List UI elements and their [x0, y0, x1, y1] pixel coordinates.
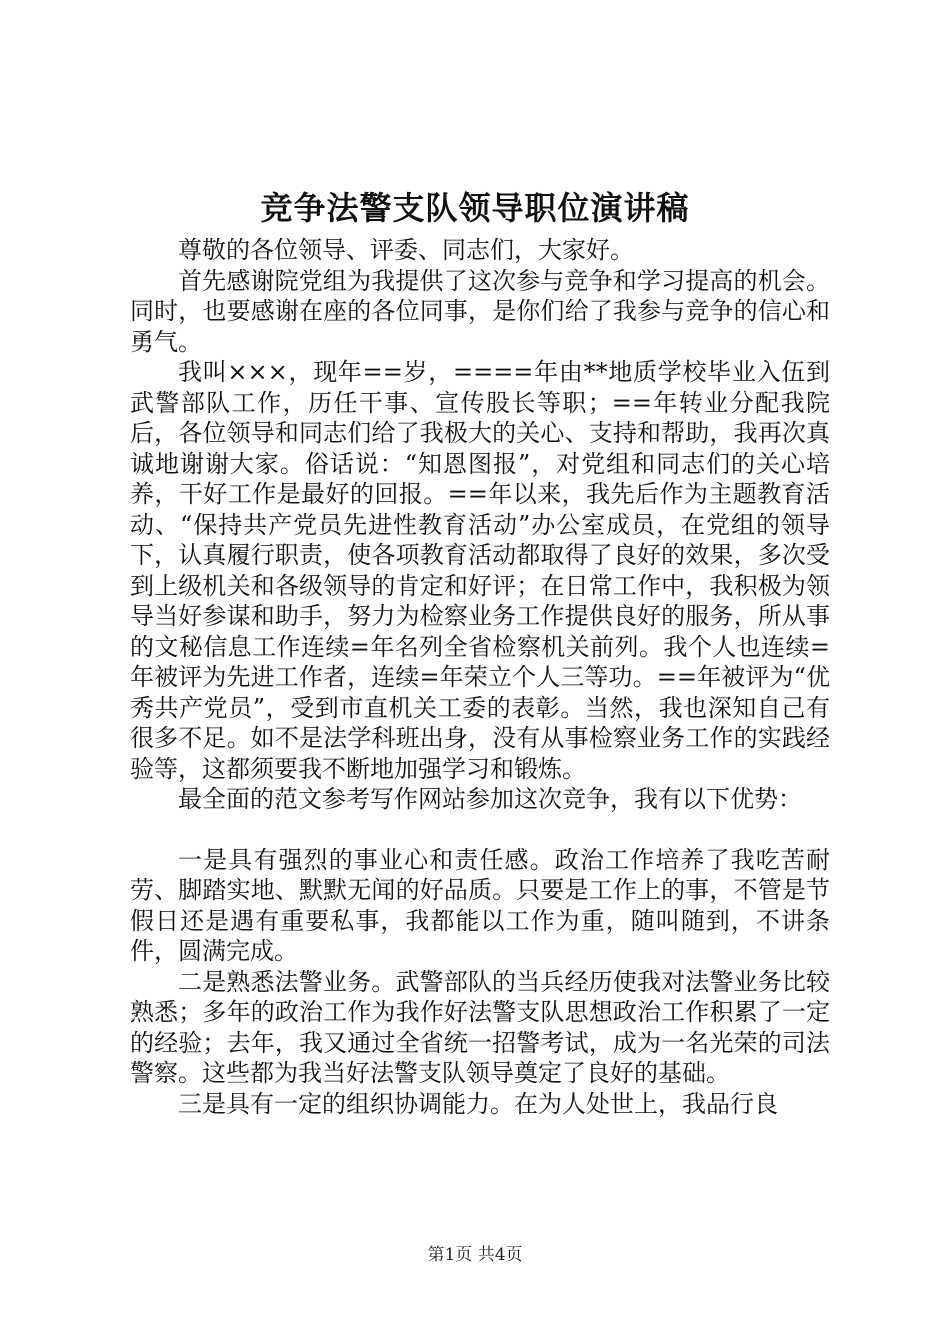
- paragraph-advantage-two: 二是熟悉法警业务。武警部队的当兵经历使我对法警业务比较熟悉；多年的政治工作为我作好法警支队思想政治工作积累了一定的经验；去年，我又通过全省统一招警考试，成为一名光荣的司法警察。这些都为我当好法警支队领导奠定了良好的基础。: [130, 967, 830, 1087]
- paragraph-advantages-intro: 最全面的范文参考写作网站参加这次竞争，我有以下优势：: [178, 785, 802, 813]
- paragraph-advantage-one: 一是具有强烈的事业心和责任感。政治工作培养了我吃苦耐劳、脚踏实地、默默无闻的好品质。只要是工作上的事，不管是节假日还是遇有重要私事，我都能以工作为重，随叫随到，不讲条件，圆满完成。: [130, 845, 830, 965]
- paragraph-self-introduction: 我叫×××，现年==岁，====年由**地质学校毕业入伍到武警部队工作，历任干事、宣传股长等职；==年转业分配我院后，各位领导和同志们给了我极大的关心、支持和帮助，我再次真诚地谢谢大家。俗话说：“知恩图报”，对党组和同志们的关心培养，干好工作是最好的回报。==年以来，我先后作为主题教育活动、“保持共产党员先进性教育活动”办公室成员，在党组的领导下，认真履行职责，使各项教育活动都取得了良好的效果，多次受到上级机关和各级领导的肯定和好评；在日常工作中，我积极为领导当好参谋和助手，努力为检察业务工作提供良好的服务，所从事的文秘信息工作连续=年名列全省检察机关前列。我个人也连续=年被评为先进工作者，连续=年荣立个人三等功。==年被评为“优秀共产党员”，受到市直机关工委的表彰。当然，我也深知自己有很多不足。如不是法学科班出身，没有从事检察业务工作的实践经验等，这都须要我不断地加强学习和锻炼。: [130, 358, 830, 783]
- page-number-footer: 第1页 共4页: [427, 1245, 523, 1265]
- paragraph-advantage-three: 三是具有一定的组织协调能力。在为人处世上，我品行良: [178, 1089, 778, 1118]
- document-body: [130, 235, 830, 1119]
- paragraph-thanks: 首先感谢院党组为我提供了这次参与竞争和学习提高的机会。同时，也要感谢在座的各位同事，是你们给了我参与竞争的信心和勇气。: [130, 266, 830, 356]
- document-title: 竞争法警支队领导职位演讲稿: [260, 189, 690, 227]
- paragraph-greeting: 尊敬的各位领导、评委、同志们，大家好。: [178, 236, 634, 264]
